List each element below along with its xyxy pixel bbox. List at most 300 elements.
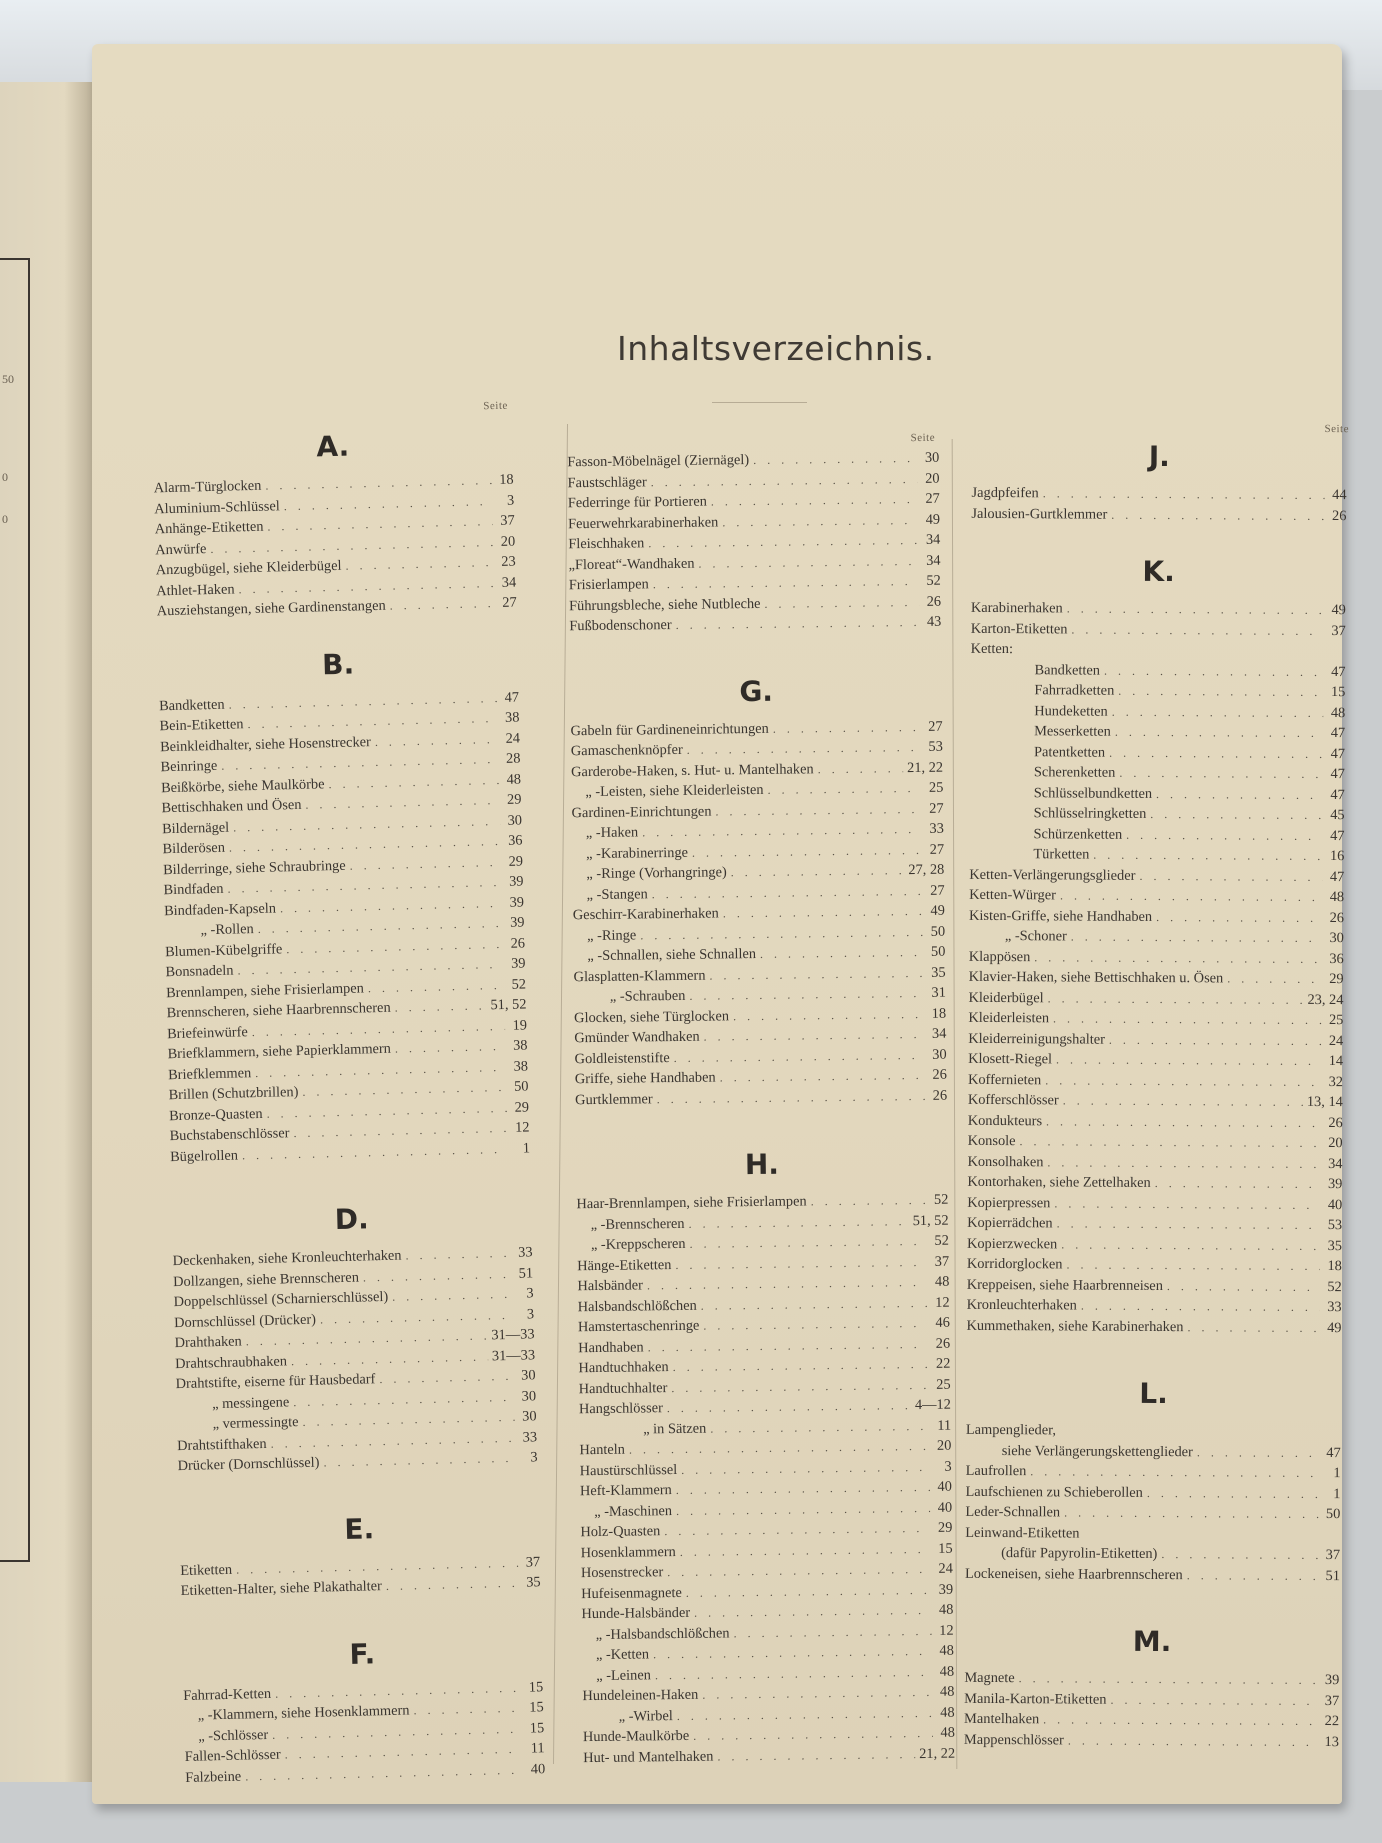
entry-page-number: 16 — [1329, 848, 1345, 865]
section-letter-heading: G. — [739, 674, 774, 708]
dot-leader — [394, 995, 486, 1018]
dot-leader — [1187, 1565, 1318, 1586]
entry-page-number: 48 — [934, 1273, 950, 1290]
index-entry — [965, 1563, 1340, 1586]
entry-term: Bindfaden — [163, 880, 224, 899]
entry-page-number: 28 — [505, 750, 521, 767]
entry-page-number: 35 — [931, 964, 946, 981]
index-entry — [969, 864, 1344, 887]
entry-term: „ -Leisten, siehe Kleiderleisten — [585, 781, 764, 801]
dot-leader — [1139, 865, 1322, 887]
dot-leader — [1060, 885, 1322, 907]
entry-term: Hunde-Halsbänder — [581, 1604, 691, 1623]
dot-leader — [395, 1036, 506, 1059]
dot-leader — [1066, 1254, 1319, 1276]
entry-page-number: 26 — [510, 934, 526, 952]
dot-leader — [701, 1292, 928, 1315]
entry-page-number: 31—33 — [491, 1346, 536, 1364]
index-entry — [967, 1172, 1342, 1195]
index-entry — [970, 741, 1345, 764]
entry-page-number: 32 — [1328, 1073, 1344, 1090]
entry-term: Handhaben — [578, 1338, 644, 1356]
entry-page-number: 51 — [1325, 1567, 1341, 1584]
entry-page-number: 48 — [506, 770, 522, 788]
dot-leader — [1197, 1442, 1319, 1463]
entry-term: „ vermessingte — [212, 1414, 299, 1433]
dot-leader — [711, 489, 918, 512]
entry-term: Bildernägel — [161, 819, 230, 837]
entry-term: Faustschläger — [567, 473, 647, 491]
entry-term: Bügelrollen — [169, 1147, 239, 1165]
entry-term: Beinkleidhalter, siehe Hosenstrecker — [159, 733, 372, 755]
dot-leader — [1047, 1152, 1320, 1174]
section-letter-heading: L. — [1139, 1376, 1168, 1411]
entry-term: Laufschienen zu Schieberollen — [965, 1483, 1143, 1501]
entry-term: Halsbänder — [577, 1277, 644, 1295]
dot-leader — [1030, 1461, 1318, 1483]
entry-page-number: 29 — [937, 1519, 953, 1536]
page-column-label: Seite — [1324, 423, 1350, 436]
entry-page-number: 50 — [930, 923, 946, 940]
entry-page-number: 20 — [1328, 1135, 1343, 1152]
entry-page-number: 20 — [936, 1437, 952, 1454]
entry-term: Etiketten-Halter, siehe Plakathalter — [180, 1578, 383, 1600]
entry-term: Griffe, siehe Handhaben — [574, 1069, 716, 1088]
entry-term: „ -Ketten — [595, 1646, 650, 1664]
dot-leader — [405, 1243, 511, 1266]
entry-term: Lockeneisen, siehe Haarbrennscheren — [964, 1565, 1183, 1583]
entry-page-number: 33 — [522, 1428, 538, 1446]
index-entry — [970, 700, 1345, 723]
entry-page-number: 29 — [1329, 971, 1344, 988]
entry-term: Korridorglocken — [966, 1255, 1063, 1273]
index-entry — [969, 885, 1344, 908]
entry-page-number: 47 — [1330, 766, 1345, 783]
entry-term: Kleiderbügel — [968, 989, 1044, 1006]
dot-leader — [1155, 1173, 1321, 1195]
facing-page-edge — [0, 82, 94, 1782]
entry-term: Drücker (Dornschlüssel) — [177, 1454, 320, 1475]
entry-page-number: 20 — [500, 533, 516, 550]
entry-term: Kleiderleisten — [968, 1009, 1050, 1027]
dot-leader — [818, 758, 904, 780]
index-entry — [971, 503, 1346, 526]
section-spacer — [569, 632, 941, 677]
entry-page-number: 38 — [512, 1037, 528, 1054]
index-entry — [969, 905, 1344, 928]
entry-term: Hamstertaschenringe — [577, 1317, 700, 1336]
index-entry — [965, 1481, 1340, 1504]
index-entry — [964, 1688, 1339, 1711]
entry-page-number: 51 — [518, 1264, 534, 1282]
index-entry — [970, 659, 1345, 682]
entry-term: Konsolhaken — [967, 1153, 1044, 1170]
index-entry — [968, 1131, 1343, 1154]
entry-term: Klosett-Riegel — [968, 1050, 1053, 1068]
entry-term: Frisierlampen — [568, 576, 649, 594]
index-entry — [971, 598, 1346, 621]
entry-page-number: 12 — [935, 1294, 950, 1311]
entry-term: Hänge-Etiketten — [577, 1256, 672, 1274]
entry-page-number: 47 — [1326, 1444, 1341, 1461]
entry-page-number: 50 — [930, 943, 946, 960]
entry-term: Hosenstrecker — [580, 1564, 664, 1582]
entry-term: Klappösen — [968, 948, 1031, 965]
entry-term: Brillen (Schutzbrillen) — [168, 1084, 299, 1104]
entry-page-number: 38 — [513, 1057, 529, 1075]
entry-page-number: 34 — [926, 552, 941, 569]
entry-term: Kontorhaken, siehe Zettelhaken — [967, 1173, 1151, 1191]
index-entry — [967, 1274, 1342, 1297]
entry-page-number: 48 — [938, 1601, 954, 1618]
entry-page-number: 39 — [510, 955, 526, 972]
entry-term: Kummethaken, siehe Karabinerhaken — [966, 1317, 1184, 1335]
section-letter-heading: A. — [315, 429, 350, 464]
dot-leader — [1034, 947, 1322, 969]
entry-term: Kondukteurs — [967, 1112, 1043, 1129]
entry-term: Hanteln — [579, 1441, 626, 1459]
entry-page-number: 39 — [938, 1581, 954, 1598]
entry-page-number: 14 — [1328, 1053, 1344, 1070]
dot-leader — [1109, 1029, 1321, 1051]
entry-page-number: 37 — [525, 1553, 541, 1571]
entry-term: Lampenglieder, — [965, 1421, 1057, 1439]
entry-term: Haar-Brennlampen, siehe Frisierlampen — [576, 1193, 807, 1213]
entry-term: Anwürfe — [155, 540, 207, 558]
entry-term: Fallen-Schlösser — [184, 1746, 281, 1765]
entry-term: Türketten — [1033, 846, 1090, 863]
dot-leader — [731, 860, 905, 883]
dot-leader — [811, 1190, 927, 1212]
dot-leader — [1119, 763, 1323, 785]
index-entry — [967, 1254, 1342, 1277]
dot-leader — [694, 1600, 932, 1623]
entry-term: „ in Sätzen — [643, 1420, 707, 1437]
entry-page-number: 3 — [944, 1458, 952, 1475]
dot-leader — [687, 737, 921, 760]
entry-page-number: 50 — [1325, 1506, 1341, 1523]
dot-leader — [1054, 1193, 1320, 1215]
entry-term: Drahtschraubhaken — [174, 1352, 288, 1372]
entry-page-number: 24 — [505, 730, 521, 747]
entry-term: „ -Haken — [585, 824, 639, 842]
entry-page-number: 1 — [522, 1139, 531, 1157]
entry-page-number: 38 — [504, 709, 520, 726]
page-column-label: Seite — [483, 399, 508, 413]
entry-term: Aluminium-Schlüssel — [154, 497, 280, 517]
entry-term: Feuerwehrkarabinerhaken — [567, 513, 719, 532]
index-entry — [967, 1192, 1342, 1215]
entry-page-number: 34 — [931, 1025, 947, 1042]
entry-term: Buchstabenschlösser — [169, 1125, 290, 1145]
dot-leader — [1227, 968, 1321, 989]
entry-term: Dollzangen, siehe Brennscheren — [172, 1269, 360, 1290]
entry-term: Handtuchhalter — [578, 1379, 668, 1397]
entry-page-number: 34 — [1328, 1155, 1343, 1172]
entry-page-number: 26 — [1332, 507, 1347, 524]
entry-term: Handtuchhaken — [578, 1359, 669, 1377]
entry-page-number: 49 — [1331, 602, 1346, 619]
index-entry — [968, 1008, 1343, 1031]
entry-page-number: 48 — [940, 1704, 955, 1721]
entry-page-number: 12 — [514, 1119, 530, 1136]
entry-term: Brennlampen, siehe Frisierlampen — [165, 979, 365, 1001]
dot-leader — [1017, 653, 1324, 655]
entry-page-number: 26 — [1329, 909, 1345, 926]
index-entry — [970, 782, 1345, 805]
dot-leader — [733, 1620, 931, 1643]
entry-term: Falzbeine — [185, 1768, 242, 1786]
entry-page-number: 36 — [507, 832, 523, 849]
entry-term: Glasplatten-Klammern — [573, 967, 706, 985]
entry-page-number: 39 — [509, 893, 525, 911]
entry-page-number: 52 — [511, 975, 527, 993]
entry-page-number: 30 — [521, 1387, 537, 1405]
entry-term: Drahthaken — [174, 1333, 242, 1352]
section-spacer — [965, 1584, 1340, 1626]
page-column-label: Seite — [910, 431, 936, 445]
index-entry — [964, 1729, 1339, 1752]
dot-leader — [1156, 783, 1323, 805]
index-entry — [964, 1709, 1339, 1732]
entry-page-number: 47 — [504, 689, 520, 706]
entry-page-number: 15 — [529, 1719, 545, 1737]
dot-leader — [1056, 1049, 1321, 1071]
entry-page-number: 23 — [501, 553, 516, 570]
entry-term: Patentketten — [1033, 743, 1106, 761]
entry-page-number: 30 — [507, 811, 523, 829]
index-entry — [970, 762, 1345, 785]
entry-page-number: 24 — [938, 1560, 953, 1577]
entry-page-number: 40 — [937, 1499, 953, 1516]
entry-term: Fahrrad-Ketten — [183, 1685, 272, 1704]
entry-term: Bilderringe, siehe Schraubringe — [162, 857, 346, 878]
entry-term: Ketten: — [970, 640, 1014, 658]
section-letter-heading: F. — [349, 1636, 376, 1671]
dot-leader — [1156, 906, 1322, 928]
entry-term: Fleischhaken — [568, 535, 645, 553]
dot-leader — [722, 509, 918, 532]
entry-page-number: 11 — [937, 1417, 952, 1434]
entry-page-number: 25 — [936, 1376, 951, 1393]
entry-term: Jagdpfeifen — [971, 484, 1039, 502]
index-entry — [965, 1502, 1340, 1525]
facing-page-mark: 0 — [2, 470, 8, 484]
entry-page-number: 1 — [1333, 1485, 1341, 1502]
entry-term: Ketten-Verlängerungsglieder — [969, 866, 1136, 884]
entry-page-number: 27 — [929, 800, 944, 817]
entry-term: Bettischhaken und Ösen — [161, 796, 302, 817]
entry-page-number: 26 — [926, 593, 942, 610]
index-column-3 — [963, 423, 1350, 1805]
dot-leader — [1061, 1234, 1320, 1256]
entry-page-number: 47 — [1330, 725, 1346, 742]
entry-page-number: 27 — [930, 882, 945, 899]
entry-term: „ -Karabinerringe — [586, 844, 689, 862]
entry-term: Schlüsselbundketten — [1033, 784, 1153, 802]
entry-page-number: 37 — [1331, 622, 1346, 639]
facing-page-mark: 0 — [2, 512, 8, 526]
entry-page-number: 44 — [1332, 487, 1347, 504]
entry-page-number: 27 — [502, 594, 517, 611]
index-entry — [970, 721, 1345, 744]
entry-page-number: 26 — [1328, 1114, 1343, 1131]
dot-leader — [1067, 598, 1324, 620]
entry-term: Konsole — [967, 1132, 1016, 1150]
entry-term: Hundeketten — [1034, 702, 1108, 720]
entry-page-number: 36 — [1329, 950, 1344, 967]
entry-page-number: 26 — [932, 1087, 948, 1104]
dot-leader — [693, 1723, 933, 1746]
dot-leader — [1068, 1730, 1317, 1752]
dot-leader — [657, 1085, 926, 1109]
dot-leader — [1071, 926, 1322, 948]
facing-page-frame — [0, 258, 30, 1562]
dot-leader — [709, 962, 923, 985]
entry-page-number: 22 — [935, 1355, 951, 1372]
dot-leader — [688, 1211, 908, 1234]
index-entry — [967, 1295, 1342, 1318]
entry-page-number: 35 — [526, 1574, 541, 1591]
entry-term: Etiketten — [180, 1561, 233, 1579]
index-entry — [968, 987, 1343, 1010]
entry-page-number: 29 — [508, 852, 524, 870]
section-letter-heading: M. — [1132, 1624, 1172, 1659]
entry-page-number: 30 — [520, 1367, 536, 1384]
entry-term: Drahtstifte, eiserne für Hausbedarf — [175, 1371, 376, 1393]
entry-page-number: 30 — [924, 449, 940, 466]
entry-page-number: 35 — [1327, 1237, 1343, 1254]
entry-page-number: 46 — [935, 1314, 950, 1331]
index-entry — [968, 1110, 1343, 1133]
dot-leader — [1111, 504, 1324, 526]
entry-page-number: 24 — [1328, 1032, 1344, 1049]
entry-page-number: 48 — [1330, 704, 1346, 721]
entry-page-number: 40 — [1327, 1196, 1343, 1213]
entry-term: Messerketten — [1034, 723, 1111, 740]
entry-term: „ -Wirbel — [618, 1707, 673, 1725]
entry-page-number: 4—12 — [914, 1396, 951, 1414]
entry-term: Hangschlösser — [578, 1400, 663, 1418]
entry-page-number: 37 — [1325, 1547, 1341, 1564]
dot-leader — [753, 448, 917, 471]
entry-page-number: 20 — [925, 470, 940, 487]
entry-page-number: 15 — [1330, 684, 1346, 701]
entry-term: Bandketten — [1034, 661, 1101, 679]
entry-page-number: 33 — [929, 820, 944, 837]
facing-page-mark: 50 — [2, 372, 14, 386]
section-letter-heading: D. — [334, 1202, 370, 1237]
index-column-2 — [567, 432, 956, 1816]
entry-term: „ -Klammern, siehe Hosenklammern — [197, 1702, 410, 1724]
entry-term: Karton-Etiketten — [970, 620, 1068, 637]
entry-page-number: 29 — [506, 791, 522, 808]
entry-page-number: 49 — [930, 902, 945, 919]
entry-term: Deckenhaken, siehe Kronleuchterhaken — [172, 1247, 402, 1270]
entry-page-number: 48 — [939, 1683, 955, 1700]
dot-leader — [1083, 1537, 1318, 1538]
entry-term: Leder-Schnallen — [965, 1503, 1061, 1521]
index-entry — [967, 1151, 1342, 1174]
dot-leader — [1064, 1502, 1318, 1524]
entry-term: Gurtklemmer — [575, 1090, 653, 1108]
entry-term: Alarm-Türglocken — [153, 477, 262, 497]
dot-leader — [720, 1065, 925, 1088]
entry-term: Mappenschlösser — [963, 1731, 1064, 1748]
entry-term: Hufeisenmagnete — [581, 1584, 682, 1602]
dot-leader — [1161, 1544, 1318, 1565]
index-entry — [969, 946, 1344, 969]
entry-page-number: 47 — [1330, 786, 1345, 803]
entry-page-number: 53 — [928, 738, 943, 755]
entry-term: Koffernieten — [967, 1071, 1042, 1088]
index-entry — [968, 1069, 1343, 1092]
dot-leader — [1046, 1111, 1321, 1133]
entry-page-number: 26 — [932, 1066, 947, 1083]
entry-term: Kleiderreinigungshalter — [968, 1030, 1105, 1048]
entry-term: Halsbandschlößchen — [577, 1297, 697, 1315]
entry-term: Gamaschenknöpfer — [570, 741, 683, 760]
entry-page-number: 47 — [1331, 663, 1346, 680]
entry-term: Anzugbügel, siehe Kleiderbügel — [155, 557, 342, 579]
entry-term: Manila-Karton-Etiketten — [964, 1690, 1107, 1708]
index-entry — [969, 926, 1344, 949]
entry-term: Briefeinwürfe — [166, 1023, 248, 1042]
entry-term: Gabeln für Gardineneinrichtungen — [570, 720, 769, 739]
dot-leader — [1071, 619, 1323, 641]
dot-leader — [1053, 1008, 1321, 1030]
entry-page-number: 50 — [513, 1078, 529, 1095]
index-entry — [972, 483, 1347, 506]
entry-term: Drahtstifthaken — [176, 1435, 267, 1454]
entry-page-number: 18 — [931, 1005, 947, 1022]
entry-page-number: 12 — [939, 1622, 954, 1639]
entry-term: Briefklemmen — [167, 1064, 252, 1083]
entry-term: „ -Schnallen, siehe Schnallen — [587, 946, 757, 965]
index-entry — [969, 823, 1344, 846]
index-entry — [970, 803, 1345, 826]
entry-page-number: 52 — [933, 1191, 949, 1208]
dot-leader — [1147, 1482, 1319, 1504]
dot-leader — [1043, 1709, 1317, 1731]
entry-page-number: 19 — [512, 1016, 528, 1034]
dot-leader — [760, 942, 924, 964]
entry-term: „ -Schrauben — [609, 987, 686, 1005]
dot-leader — [1093, 845, 1322, 867]
entry-page-number: 47 — [1330, 745, 1346, 762]
dot-leader — [703, 1313, 928, 1336]
entry-term: Gmünder Wandhaken — [574, 1028, 700, 1047]
index-page — [92, 44, 1350, 1804]
entry-page-number: 40 — [937, 1478, 952, 1495]
entry-page-number: 25 — [1328, 1012, 1344, 1029]
entry-page-number: 40 — [530, 1760, 546, 1778]
entry-term: Magnete — [964, 1669, 1015, 1687]
section-letter-heading: K. — [1142, 554, 1175, 589]
index-entry — [583, 1743, 955, 1768]
entry-page-number: 13, 14 — [1306, 1093, 1343, 1111]
entry-page-number: 52 — [926, 572, 941, 589]
entry-page-number: 49 — [1327, 1319, 1342, 1336]
entry-term: „ -Leinen — [596, 1666, 651, 1684]
entry-term: Bein-Etiketten — [159, 716, 244, 735]
dot-leader — [767, 778, 921, 800]
entry-page-number: 52 — [934, 1232, 949, 1249]
entry-term: Athlet-Haken — [156, 580, 235, 599]
entry-page-number: 39 — [508, 873, 524, 890]
entry-term: „ -Rollen — [200, 921, 254, 939]
entry-term: Haustürschlüssel — [579, 1461, 678, 1479]
